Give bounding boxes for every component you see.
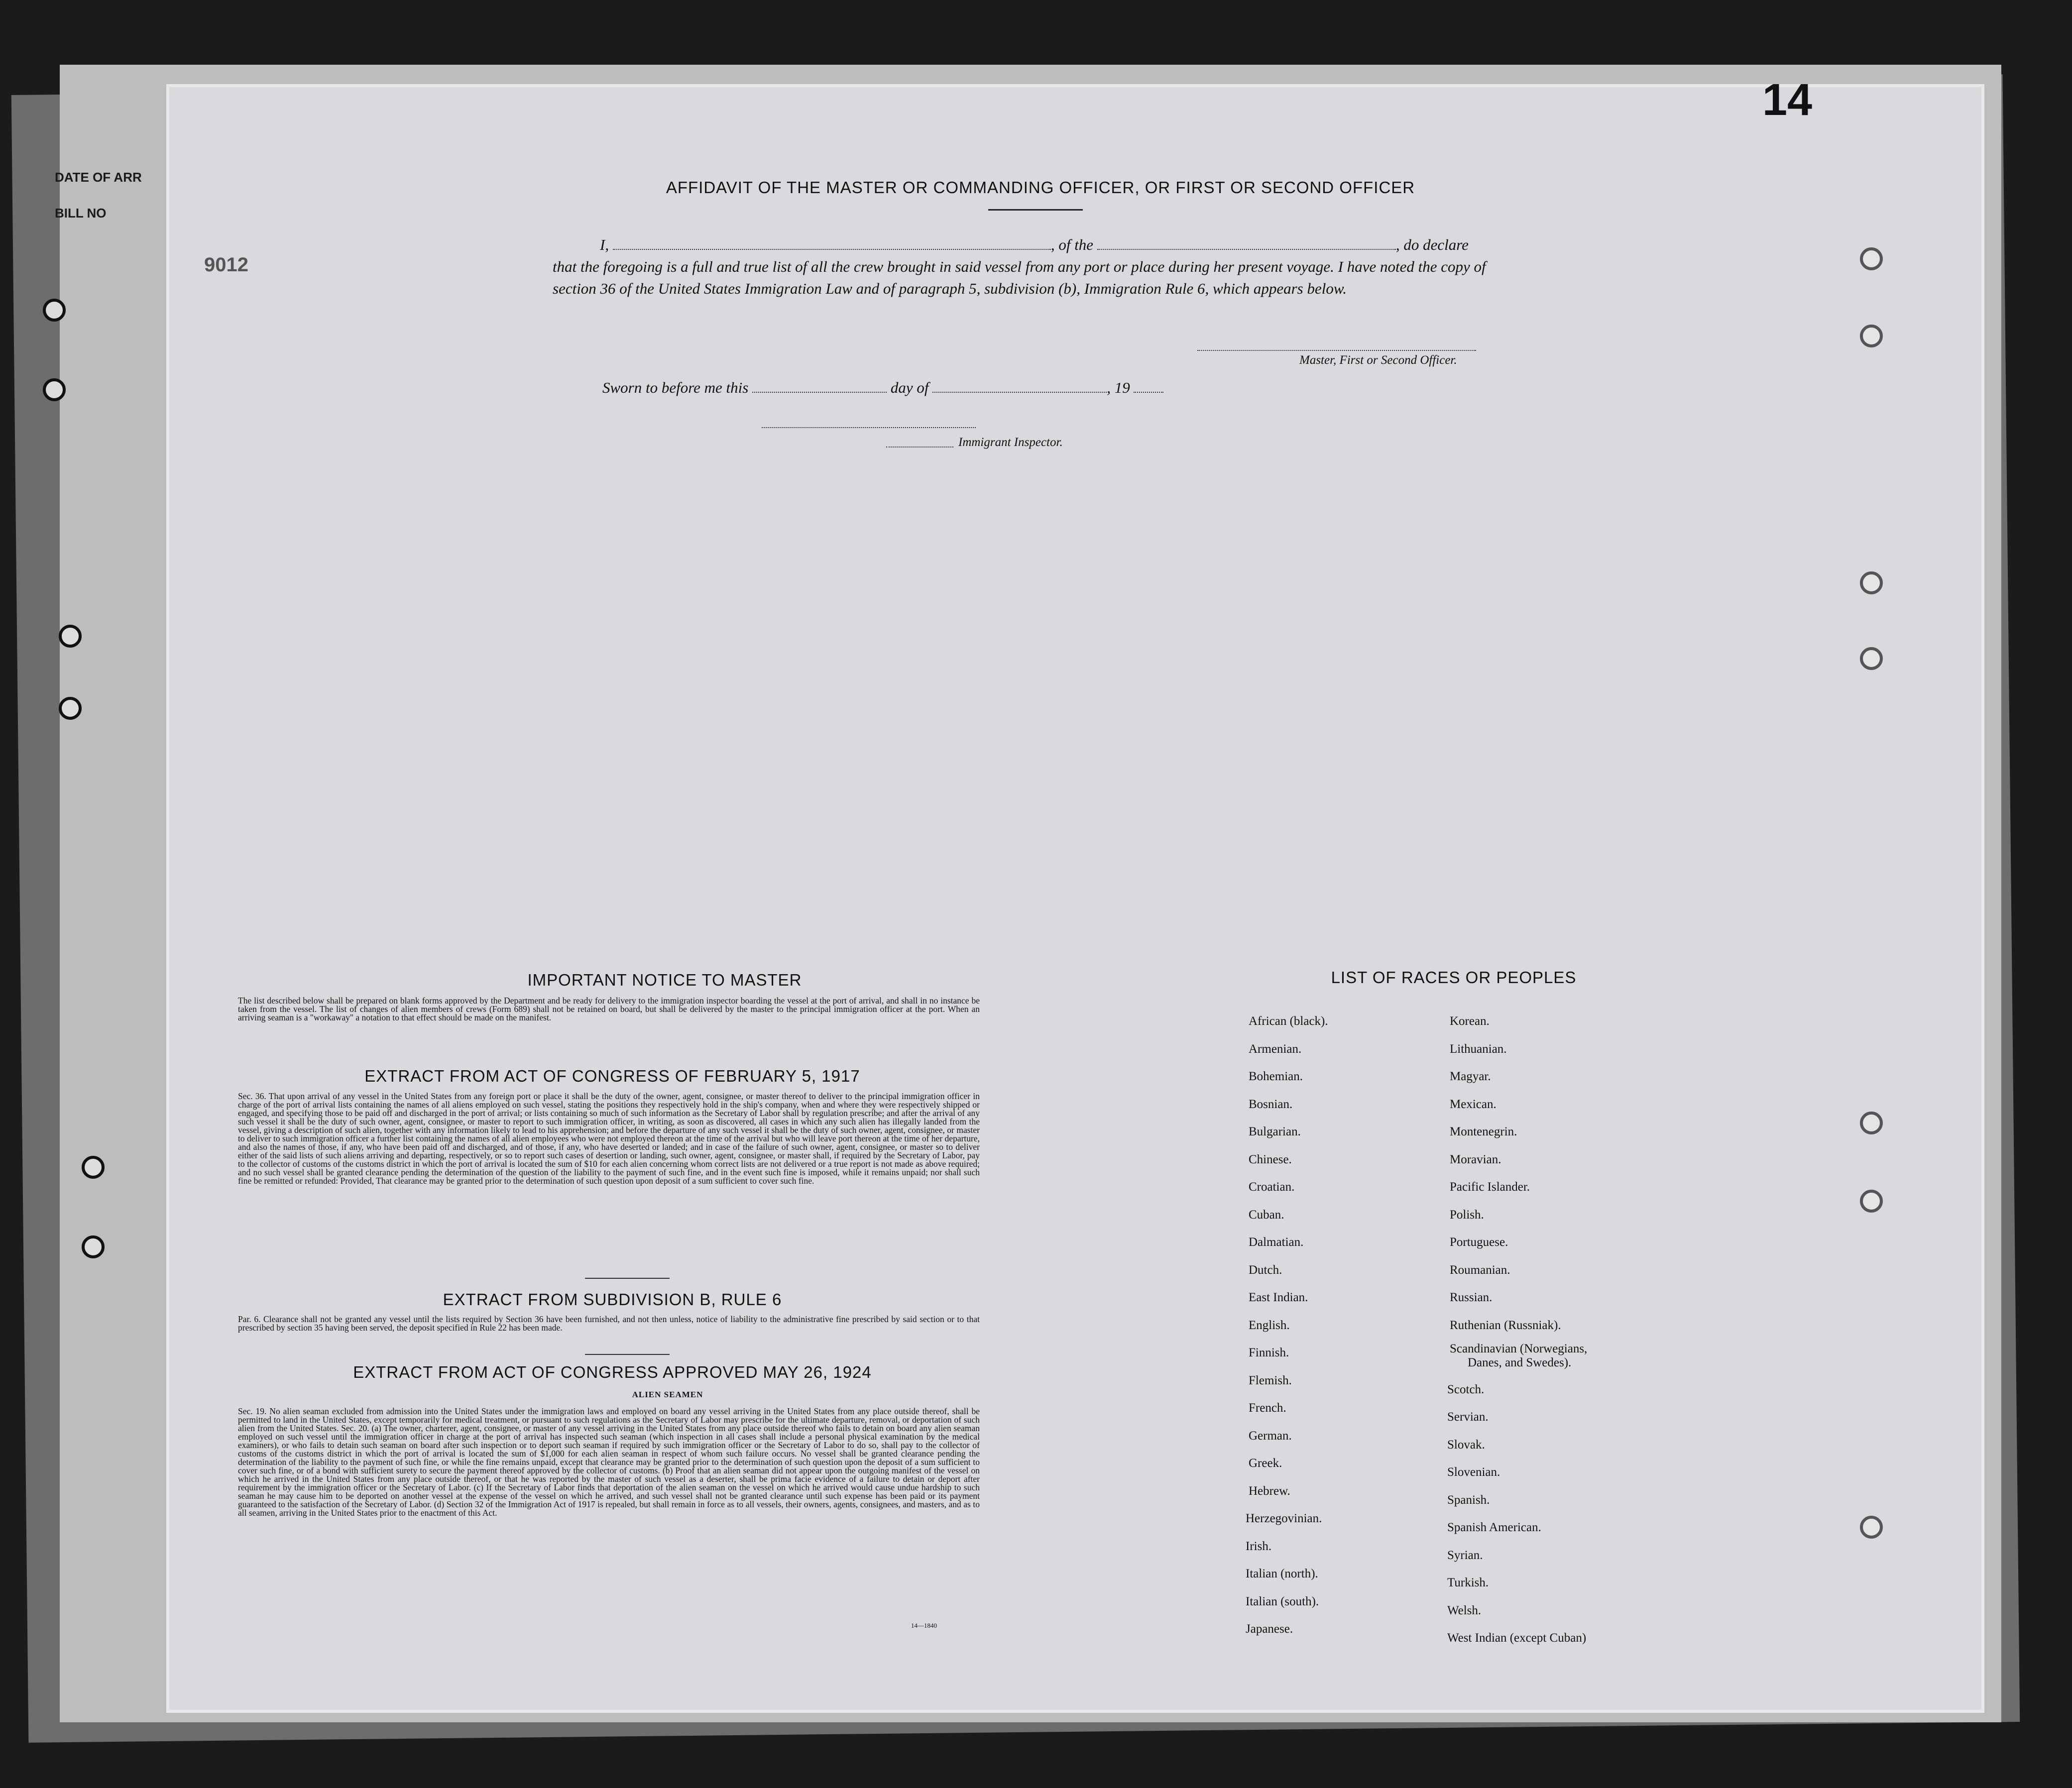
race-item: German. [1249, 1429, 1292, 1443]
race-item: Chinese. [1249, 1152, 1292, 1166]
extract-1924-text: Sec. 19. No alien seaman excluded from admission into the United States under the immigration laws and employed on board any vessel arriving in the United States from any place outside thereof, shall be permitted to land in the United States, except temporarily for medical treatment, or pursuant to such regulations as the Secretary of Labor may prescribe for the ultimate departure, removal, or deportation of such alien from the United States. Sec. 20. (a) The owner, charterer, agent, consignee, or master of any vessel arriving in the United States from any place outside thereof who fails to detain on board any alien seaman employed on such vessel until the immigration officer in charge at the port of arrival has inspected such seaman (which inspection in all cases shall include a personal physical examination by the medical examiners), or who fails to detain such seaman on board after such inspection or to deport such seaman if required by such immigration officer or the Secretary of Labor to do so, shall pay to the collector of customs of the customs district in which the port of arrival is located the sum of $1,000 for each alien seaman in respect of whom such failure occurs. No vessel shall be granted clearance pending the determination of the liability to the payment of such fine, or while the fine remains unpaid, except that clearance may be granted prior to the determination of such question upon the deposit of a sum sufficient to cover such fine, or of a bond with sufficient surety to secure the payment thereof approved by the collector of customs. (b) Proof that an alien seaman did not appear upon the outgoing manifest of the vessel on which he arrived in the United States from any place outside thereof, or that he was reported by the master of such vessel as a deserter, shall be prima facie evidence of a failure to detain or deport after requirement by the immigration officer or the Secretary of Labor. (c) If the Secretary of Labor finds that deportation of the alien seaman on the vessel on which he arrived would cause undue hardship to such seaman he may cause him to be deported on another vessel at the expense of the vessel on which he arrived, and such vessel shall not be granted clearance until such expense has been paid or its payment guaranteed to the satisfaction of the Secretary of Labor. (d) Section 32 of the Immigration Act of 1917 is repealed, but shall remain in force as to all vessels, their owners, agents, consignees, and masters, and as to all seamen, arriving in the United States prior to the enactment of this Act. [238, 1406, 980, 1518]
race-item: Ruthenian (Russniak). [1450, 1318, 1561, 1332]
extract-rule6-text: Par. 6. Clearance shall not be granted any vessel until the lists required by Section 36 have been furnished, and not then unless, notice of liability to the administrative fine prescribed by said section or to that prescribed by section 35 having been served, the deposit specified in Rule 22 has been made. [238, 1314, 980, 1333]
sworn-year-field[interactable] [1134, 392, 1163, 393]
punch-hole-icon [1860, 647, 1883, 670]
race-item: English. [1249, 1318, 1290, 1332]
race-item: Lithuanian. [1450, 1042, 1507, 1056]
title-divider [988, 209, 1083, 211]
race-item: Italian (south). [1246, 1594, 1319, 1608]
affidavit-title: AFFIDAVIT OF THE MASTER OR COMMANDING OFFICER, OR FIRST OR SECOND OFFICER [666, 178, 1415, 197]
race-item: Finnish. [1249, 1346, 1289, 1359]
race-item: Moravian. [1450, 1152, 1501, 1166]
races-title: LIST OF RACES OR PEOPLES [1331, 968, 1577, 987]
binder-hole-icon [43, 299, 66, 322]
sworn-label: Sworn to before me this [602, 379, 749, 396]
punch-hole-icon [1860, 571, 1883, 594]
master-signature-field[interactable] [1197, 350, 1476, 351]
race-item: West Indian (except Cuban) [1447, 1631, 1587, 1645]
race-item: Turkish. [1447, 1576, 1489, 1589]
race-item: Dalmatian. [1249, 1235, 1304, 1249]
race-item: Portuguese. [1450, 1235, 1508, 1249]
race-item: Polish. [1450, 1208, 1484, 1222]
bill-no-label: BILL NO [55, 206, 107, 221]
master-name-field[interactable] [613, 249, 1051, 250]
race-item: Scotch. [1447, 1382, 1485, 1396]
race-item: French. [1249, 1401, 1286, 1415]
race-item: East Indian. [1249, 1291, 1308, 1304]
extract-1917-title: EXTRACT FROM ACT OF CONGRESS OF FEBRUARY 5, 1917 [364, 1067, 860, 1085]
punch-hole-icon [1860, 1516, 1883, 1539]
affidavit-i: I, [600, 236, 609, 253]
race-item: Bohemian. [1249, 1070, 1303, 1083]
race-item: Croatian. [1249, 1180, 1295, 1194]
race-item: Slovak. [1447, 1438, 1485, 1452]
race-item: Herzegovinian. [1246, 1512, 1322, 1525]
sworn-month-field[interactable] [932, 392, 1107, 393]
year-label: , 19 [1107, 379, 1130, 396]
race-item: Armenian. [1249, 1042, 1302, 1056]
punch-hole-icon [1860, 1112, 1883, 1134]
race-item: Slovenian. [1447, 1465, 1500, 1479]
race-item: African (black). [1249, 1014, 1328, 1028]
race-item: Roumanian. [1450, 1263, 1510, 1277]
extract-rule6-title: EXTRACT FROM SUBDIVISION B, RULE 6 [443, 1290, 782, 1309]
date-of-arrival-label: DATE OF ARR [55, 170, 142, 185]
stamp-number: 9012 [204, 254, 248, 276]
section-divider [585, 1354, 670, 1355]
sworn-line [602, 377, 1299, 399]
affidavit-declare: , do declare [1395, 236, 1469, 253]
punch-hole-icon [1860, 325, 1883, 347]
page-number: 14 [1762, 75, 1813, 125]
punch-hole-icon [1860, 247, 1883, 270]
form-number: 14—1840 [911, 1622, 937, 1629]
race-item: Scandinavian (Norwegians, [1450, 1342, 1588, 1355]
inspector-label: Immigrant Inspector. [958, 436, 1063, 449]
race-item: Korean. [1450, 1014, 1490, 1028]
affidavit-of-the: , of the [1050, 236, 1094, 253]
race-item: Magyar. [1450, 1070, 1491, 1083]
race-item-continuation: Danes, and Swedes). [1468, 1356, 1572, 1369]
sworn-day-field[interactable] [752, 392, 887, 393]
race-item: Flemish. [1249, 1373, 1292, 1387]
race-item: Japanese. [1246, 1622, 1293, 1636]
extract-1924-title: EXTRACT FROM ACT OF CONGRESS APPROVED MAY 26, 1924 [353, 1363, 872, 1381]
alien-seamen-subtitle: ALIEN SEAMEN [632, 1390, 703, 1399]
section-divider [585, 1278, 670, 1279]
race-item: Italian (north). [1246, 1567, 1318, 1580]
binder-hole-icon [82, 1235, 105, 1258]
race-item: Mexican. [1450, 1097, 1496, 1111]
race-item: Irish. [1246, 1539, 1272, 1553]
binder-hole-icon [59, 697, 82, 720]
race-item: Syrian. [1447, 1548, 1483, 1562]
race-item: Greek. [1249, 1456, 1282, 1470]
binder-hole-icon [82, 1156, 105, 1179]
race-item: Cuban. [1249, 1208, 1284, 1222]
left-strip-labels [55, 159, 142, 231]
binder-hole-icon [59, 625, 82, 648]
notice-title: IMPORTANT NOTICE TO MASTER [527, 971, 802, 989]
affidavit-text [553, 234, 1528, 300]
day-of-label: day of [890, 379, 929, 396]
extract-1917-text: Sec. 36. That upon arrival of any vessel in the United States from any foreign port or place it shall be the duty of the owner, agent, consignee, or master thereof to deliver to the principal immigration officer in charge of the port of arrival lists containing the names of all aliens employed on such vessel, stating the positions they respectively hold in the ship's company, when and where they were respectively shipped or engaged, and specifying those to be paid off and discharged in the port of arrival; or lists containing so much of such information as the Secretary of Labor shall by regulation prescribe; and after the arrival of any such vessel it shall be the duty of such owner, agent, consignee, or master to report to such immigration officer, in writing, as soon as discovered, all cases in which any such alien has illegally landed from the vessel, giving a description of such alien, together with any information likely to lead to his apprehension; and before the departure of any such vessel it shall be the duty of such owner, agent, consignee, or master to deliver to such immigration officer a further list containing the names of all alien employees who were not employed thereon at the time of the arrival but who will leave port thereon at the time of her departure, and also the names of those, if any, who have been paid off and discharged, and of those, if any, who have deserted or landed; and in case of the failure of such owner, agent, consignee, or master so to deliver either of the said lists of such aliens arriving and departing, respectively, or so to report such cases of desertion or landing, such owner, agent, consignee, or master shall, if required by the Secretary of Labor, pay to the collector of customs of the customs district in which the port of arrival is located the sum of $10 for each alien concerning whom correct lists are not delivered or a true report is not made as above required; and no such vessel shall be granted clearance pending the determination of the question of the liability to the payment of such fine, and in the event such fine is imposed, while it remains unpaid; nor shall such fine be remitted or refunded: Provided, That clearance may be granted prior to the determination of such question upon deposit of a sum sufficient to cover such fine. [238, 1091, 980, 1186]
race-item: Bulgarian. [1249, 1125, 1301, 1138]
binder-hole-icon [43, 378, 66, 401]
race-item: Bosnian. [1249, 1097, 1293, 1111]
inspector-signature-field[interactable] [762, 427, 976, 428]
race-item: Spanish American. [1447, 1521, 1541, 1534]
race-item: Russian. [1450, 1291, 1493, 1304]
affidavit-body: that the foregoing is a full and true list of all the crew brought in said vessel from any port or place during her present voyage. I have noted the copy of section 36 of the United States Immigration Law and of paragraph 5, subdivision (b), Immigration Rule 6, which appears below. [553, 258, 1486, 297]
race-item: Dutch. [1249, 1263, 1282, 1277]
race-item: Pacific Islander. [1450, 1180, 1530, 1194]
race-item: Montenegrin. [1450, 1125, 1517, 1138]
race-item: Servian. [1447, 1410, 1489, 1424]
race-item: Welsh. [1447, 1603, 1482, 1617]
vessel-name-field[interactable] [1097, 249, 1396, 250]
race-item: Spanish. [1447, 1493, 1490, 1507]
notice-text: The list described below shall be prepared on blank forms approved by the Department and be ready for delivery to the immigration inspector boarding the vessel at the port of arrival, and shall in no instance be taken from the vessel. The list of changes of alien members of crews (Form 689) shall not be retained on board, but shall be delivered by the master to the principal immigration officer at the port. When an arriving seaman is a "workaway" a notation to that effect should be made on the manifest. [238, 996, 980, 1022]
race-item: Hebrew. [1249, 1484, 1290, 1498]
master-signature-label: Master, First or Second Officer. [1299, 353, 1457, 367]
punch-hole-icon [1860, 1190, 1883, 1213]
